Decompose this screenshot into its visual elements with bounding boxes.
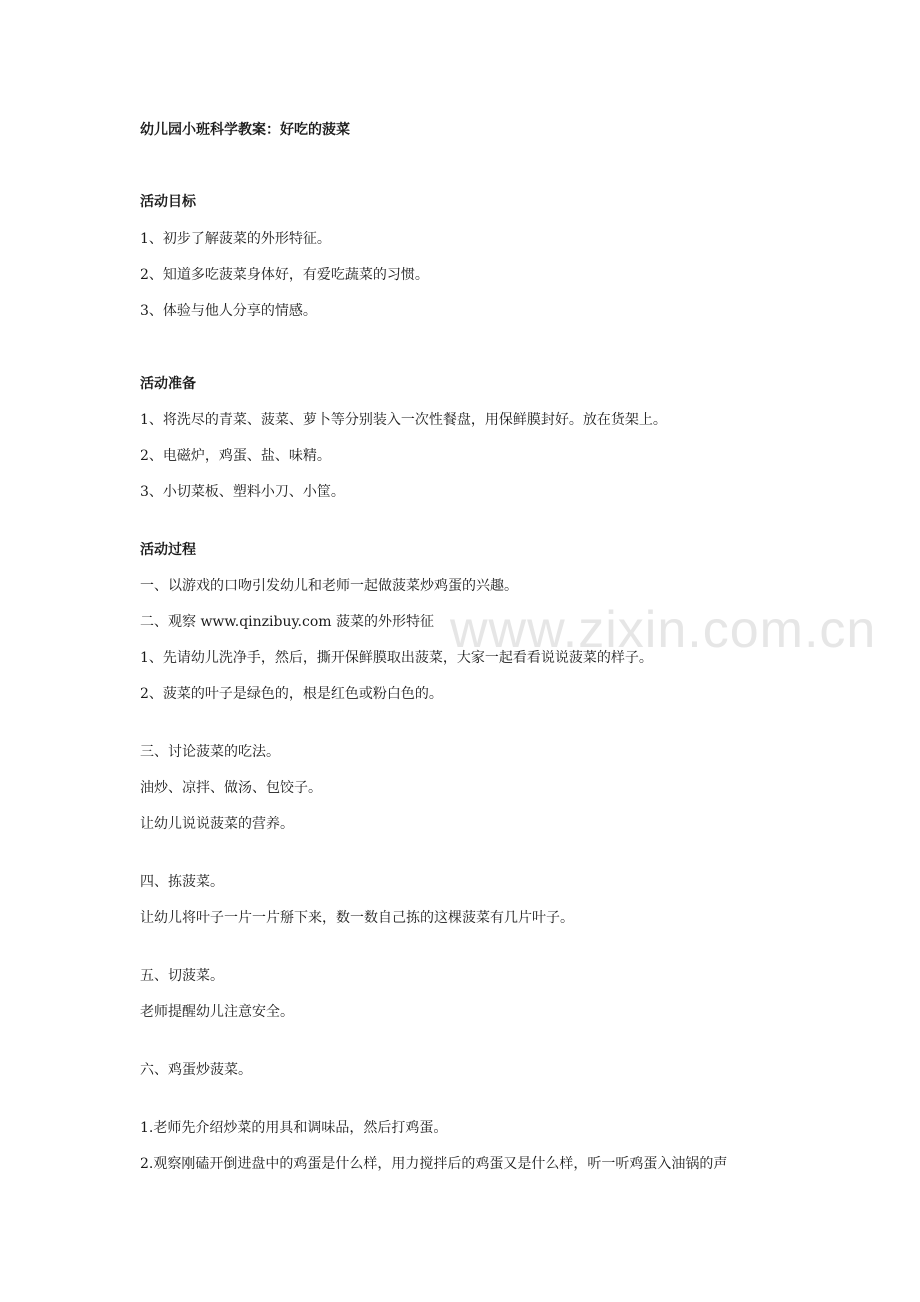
- process-item: 2.观察刚磕开倒进盘中的鸡蛋是什么样，用力搅拌后的鸡蛋又是什么样，听一听鸡蛋入油锅的声: [140, 1156, 728, 1172]
- step2-url-link[interactable]: www.qinzibuy.com: [200, 614, 332, 630]
- goal-item: 2、知道多吃菠菜身体好，有爱吃蔬菜的习惯。: [140, 267, 429, 283]
- prep-heading: 活动准备: [140, 376, 196, 392]
- process-step: 五、切菠菜。: [140, 968, 224, 984]
- process-item: 1、先请幼儿洗净手，然后，撕开保鲜膜取出菠菜，大家一起看看说说菠菜的样子。: [140, 650, 653, 666]
- process-step: 六、鸡蛋炒菠菜。: [140, 1062, 252, 1078]
- prep-item: 2、电磁炉，鸡蛋、盐、味精。: [140, 448, 331, 464]
- process-step-2: [140, 612, 434, 632]
- process-item: 2、菠菜的叶子是绿色的，根是红色或粉白色的。: [140, 686, 443, 702]
- process-step: 三、讨论菠菜的吃法。: [140, 744, 280, 760]
- process-item: 让幼儿将叶子一片一片掰下来，数一数自己拣的这棵菠菜有几片叶子。: [140, 910, 574, 926]
- watermark: www.zixin.com.cn: [450, 601, 877, 659]
- process-heading: 活动过程: [140, 542, 196, 558]
- process-item: 油炒、凉拌、做汤、包饺子。: [140, 780, 322, 796]
- document-title: 幼儿园小班科学教案：好吃的菠菜: [140, 122, 350, 138]
- process-step: 四、拣菠菜。: [140, 874, 224, 890]
- goal-item: 3、体验与他人分享的情感。: [140, 303, 317, 319]
- process-step: 一、以游戏的口吻引发幼儿和老师一起做菠菜炒鸡蛋的兴趣。: [140, 578, 518, 594]
- prep-item: 1、将洗尽的青菜、菠菜、萝卜等分别装入一次性餐盘，用保鲜膜封好。放在货架上。: [140, 412, 667, 428]
- step2-prefix: 二、观察: [140, 614, 201, 630]
- goals-heading: 活动目标: [140, 194, 196, 210]
- goal-item: 1、初步了解菠菜的外形特征。: [140, 231, 331, 247]
- prep-item: 3、小切菜板、塑料小刀、小筐。: [140, 484, 345, 500]
- process-item: 让幼儿说说菠菜的营养。: [140, 816, 294, 832]
- process-item: 老师提醒幼儿注意安全。: [140, 1004, 294, 1020]
- step2-suffix: 菠菜的外形特征: [331, 614, 434, 630]
- process-item: 1.老师先介绍炒菜的用具和调味品，然后打鸡蛋。: [140, 1120, 448, 1136]
